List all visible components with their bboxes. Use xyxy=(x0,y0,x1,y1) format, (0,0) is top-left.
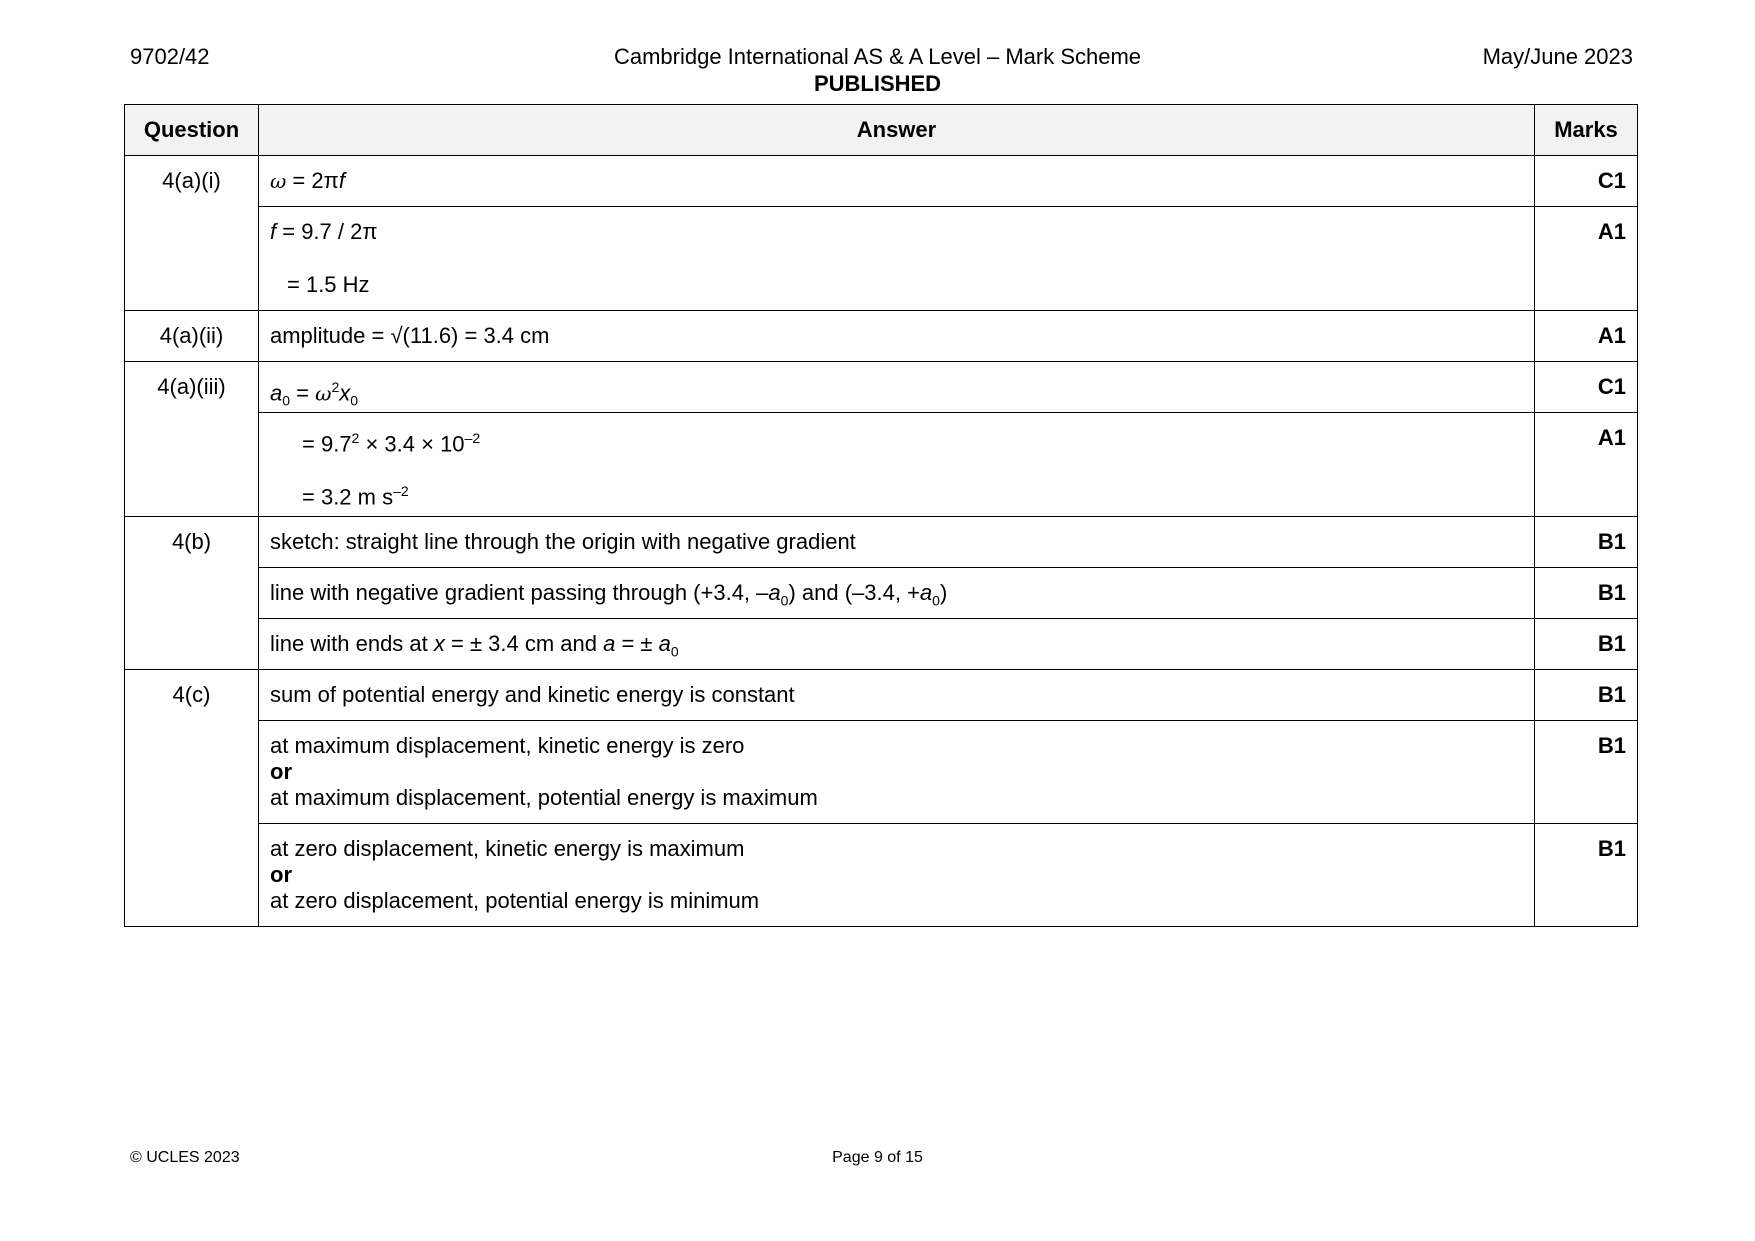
paper-code: 9702/42 xyxy=(130,44,210,69)
table-row xyxy=(125,824,1638,927)
exam-session: May/June 2023 xyxy=(1482,44,1633,69)
mark-cell: A1 xyxy=(1535,413,1638,517)
mark-cell: B1 xyxy=(1535,824,1638,927)
mark-scheme-table xyxy=(124,104,1638,927)
table-row xyxy=(125,156,1638,207)
answer-cell: line with ends at x = ± 3.4 cm and a = ± $a_0$ xyxy=(259,619,1535,670)
table-row xyxy=(125,311,1638,362)
answer-cell: amplitude = √(11.6) = 3.4 cm xyxy=(259,311,1535,362)
table-row xyxy=(125,568,1638,619)
question-number: 4(a)(iii) xyxy=(125,362,259,517)
table-row xyxy=(125,619,1638,670)
table-row xyxy=(125,413,1638,517)
published-label: PUBLISHED xyxy=(813,71,942,96)
answer-cell: at zero displacement, kinetic energy is maximum or at zero displacement, potential energy is minimum xyxy=(259,824,1535,927)
mark-cell: A1 xyxy=(1535,207,1638,311)
mark-cell: B1 xyxy=(1535,568,1638,619)
page-number: Page 9 of 15 xyxy=(832,1149,923,1166)
mark-cell: C1 xyxy=(1535,362,1638,413)
answer-header: Answer xyxy=(259,105,1535,156)
table-row xyxy=(125,207,1638,311)
mark-cell: C1 xyxy=(1535,156,1638,207)
question-header: Question xyxy=(125,105,259,156)
mark-cell: B1 xyxy=(1535,670,1638,721)
question-number: 4(b) xyxy=(125,517,259,670)
table-row xyxy=(125,670,1638,721)
table-header-row xyxy=(125,105,1638,156)
answer-cell: at maximum displacement, kinetic energy is zero or at maximum displacement, potential energy is maximum xyxy=(259,721,1535,824)
table-row xyxy=(125,362,1638,413)
answer-cell: $a_0 = \omega^2x_0$ xyxy=(259,362,1535,413)
answer-cell: f = 9.7 / 2π = 1.5 Hz xyxy=(259,207,1535,311)
answer-cell: line with negative gradient passing through (+3.4, $-a_0$) and (–3.4, $+a_0$) xyxy=(259,568,1535,619)
answer-cell: sum of potential energy and kinetic energy is constant xyxy=(259,670,1535,721)
answer-cell: = $9.7^2 \times 3.4 \times 10^{-2}$ = 3.2 m $s^{-2}$ xyxy=(259,413,1535,517)
mark-cell: B1 xyxy=(1535,619,1638,670)
question-number: 4(a)(ii) xyxy=(125,311,259,362)
mark-cell: B1 xyxy=(1535,721,1638,824)
table-row xyxy=(125,721,1638,824)
mark-cell: B1 xyxy=(1535,517,1638,568)
marks-header: Marks xyxy=(1535,105,1638,156)
answer-cell: sketch: straight line through the origin with negative gradient xyxy=(259,517,1535,568)
copyright: © UCLES 2023 xyxy=(130,1149,240,1166)
document-title: Cambridge International AS & A Level – Mark Scheme xyxy=(613,44,1142,69)
answer-cell: ω = 2πf xyxy=(259,156,1535,207)
question-number: 4(c) xyxy=(125,670,259,927)
table-row xyxy=(125,517,1638,568)
mark-cell: A1 xyxy=(1535,311,1638,362)
question-number: 4(a)(i) xyxy=(125,156,259,311)
